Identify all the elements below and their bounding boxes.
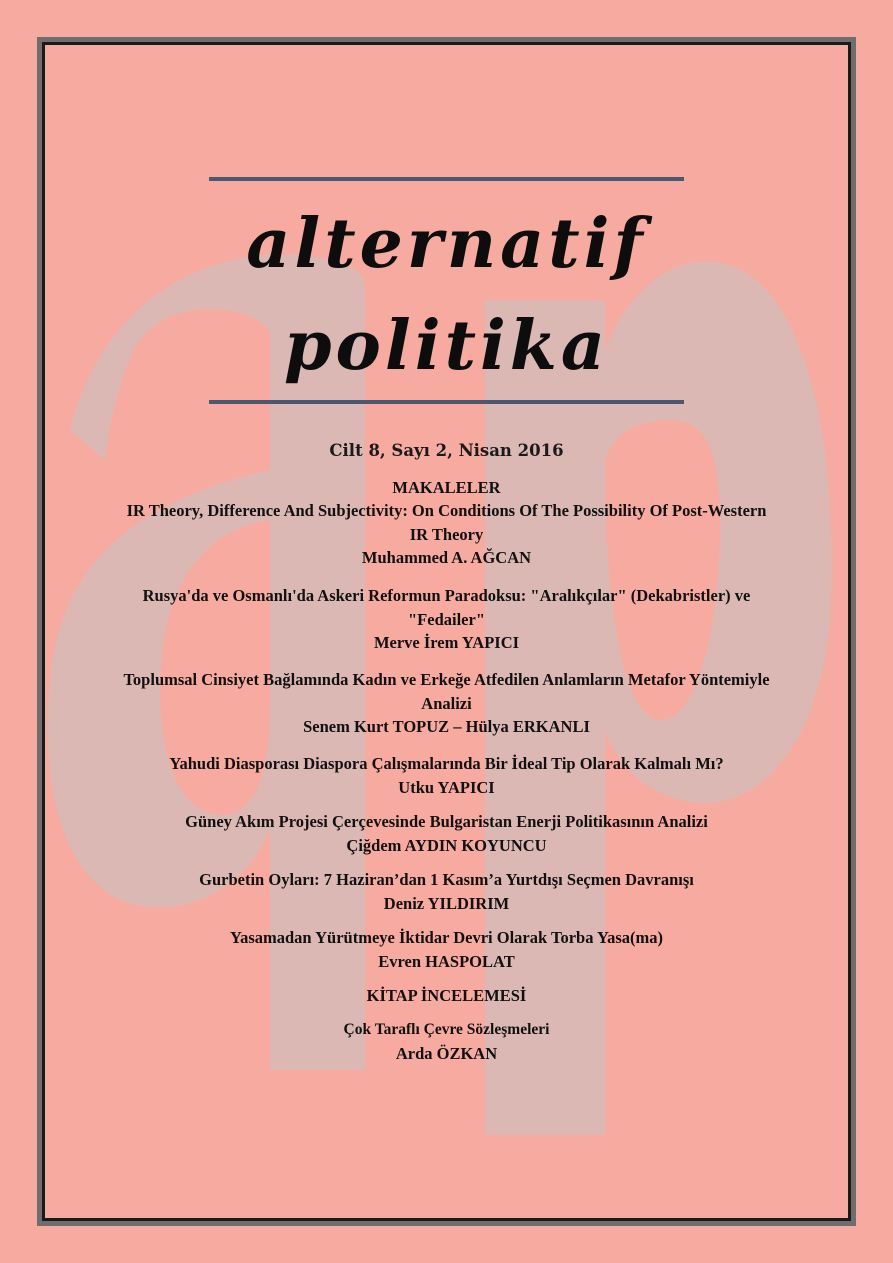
article-6 [120, 868, 773, 915]
bottom-rule [209, 400, 684, 404]
article-4 [100, 752, 793, 799]
issue-info: Cilt 8, Sayı 2, Nisan 2016 [329, 441, 564, 460]
journal-title-line2: politika [284, 306, 609, 386]
article-title: Gurbetin Oyları: 7 Haziran’dan 1 Kasım’a Yurtdışı Seçmen Davranışı [199, 870, 694, 889]
article-author: Deniz YILDIRIM [383, 893, 510, 913]
book-review-heading: KİTAP İNCELEMESİ [366, 986, 527, 1005]
article-title: Yahudi Diasporası Diaspora Çalışmalarında Bir İdeal Tip Olarak Kalmalı Mı? [169, 754, 724, 773]
journal-title-line1: alternatif [246, 204, 647, 284]
article-author: Senem Kurt TOPUZ – Hülya ERKANLI [303, 717, 590, 736]
article-1 [120, 499, 773, 570]
article-7 [120, 926, 773, 973]
article-author: Çiğdem AYDIN KOYUNCU [346, 835, 547, 855]
article-title: Güney Akım Projesi Çerçevesinde Bulgaristan Enerji Politikasının Analizi [185, 812, 708, 831]
top-rule [209, 177, 684, 181]
article-title: Toplumsal Cinsiyet Bağlamında Kadın ve Erkeğe Atfedilen Anlamların Metafor Yöntemiyle Analizi [123, 670, 770, 713]
book-review-author: Arda ÖZKAN [395, 1043, 498, 1063]
book-review-title: Çok Taraflı Çevre Sözleşmeleri [343, 1021, 550, 1038]
book-review [120, 1018, 773, 1065]
article-5 [120, 810, 773, 857]
article-title: IR Theory, Difference And Subjectivity: On Conditions Of The Possibility Of Post-Western IR Theory [126, 501, 767, 544]
article-2 [120, 584, 773, 655]
article-3 [120, 668, 773, 739]
article-author: Evren HASPOLAT [378, 951, 515, 971]
articles-heading: MAKALELER [392, 478, 501, 497]
article-author: Muhammed A. AĞCAN [361, 548, 532, 567]
article-author: Utku YAPICI [398, 777, 495, 797]
article-title: Rusya'da ve Osmanlı'da Askeri Reformun Paradoksu: "Aralıkçılar" (Dekabristler) ve "Fedailer" [142, 586, 751, 629]
article-author: Merve İrem YAPICI [373, 633, 520, 652]
article-title: Yasamadan Yürütmeye İktidar Devri Olarak Torba Yasa(ma) [230, 928, 663, 947]
